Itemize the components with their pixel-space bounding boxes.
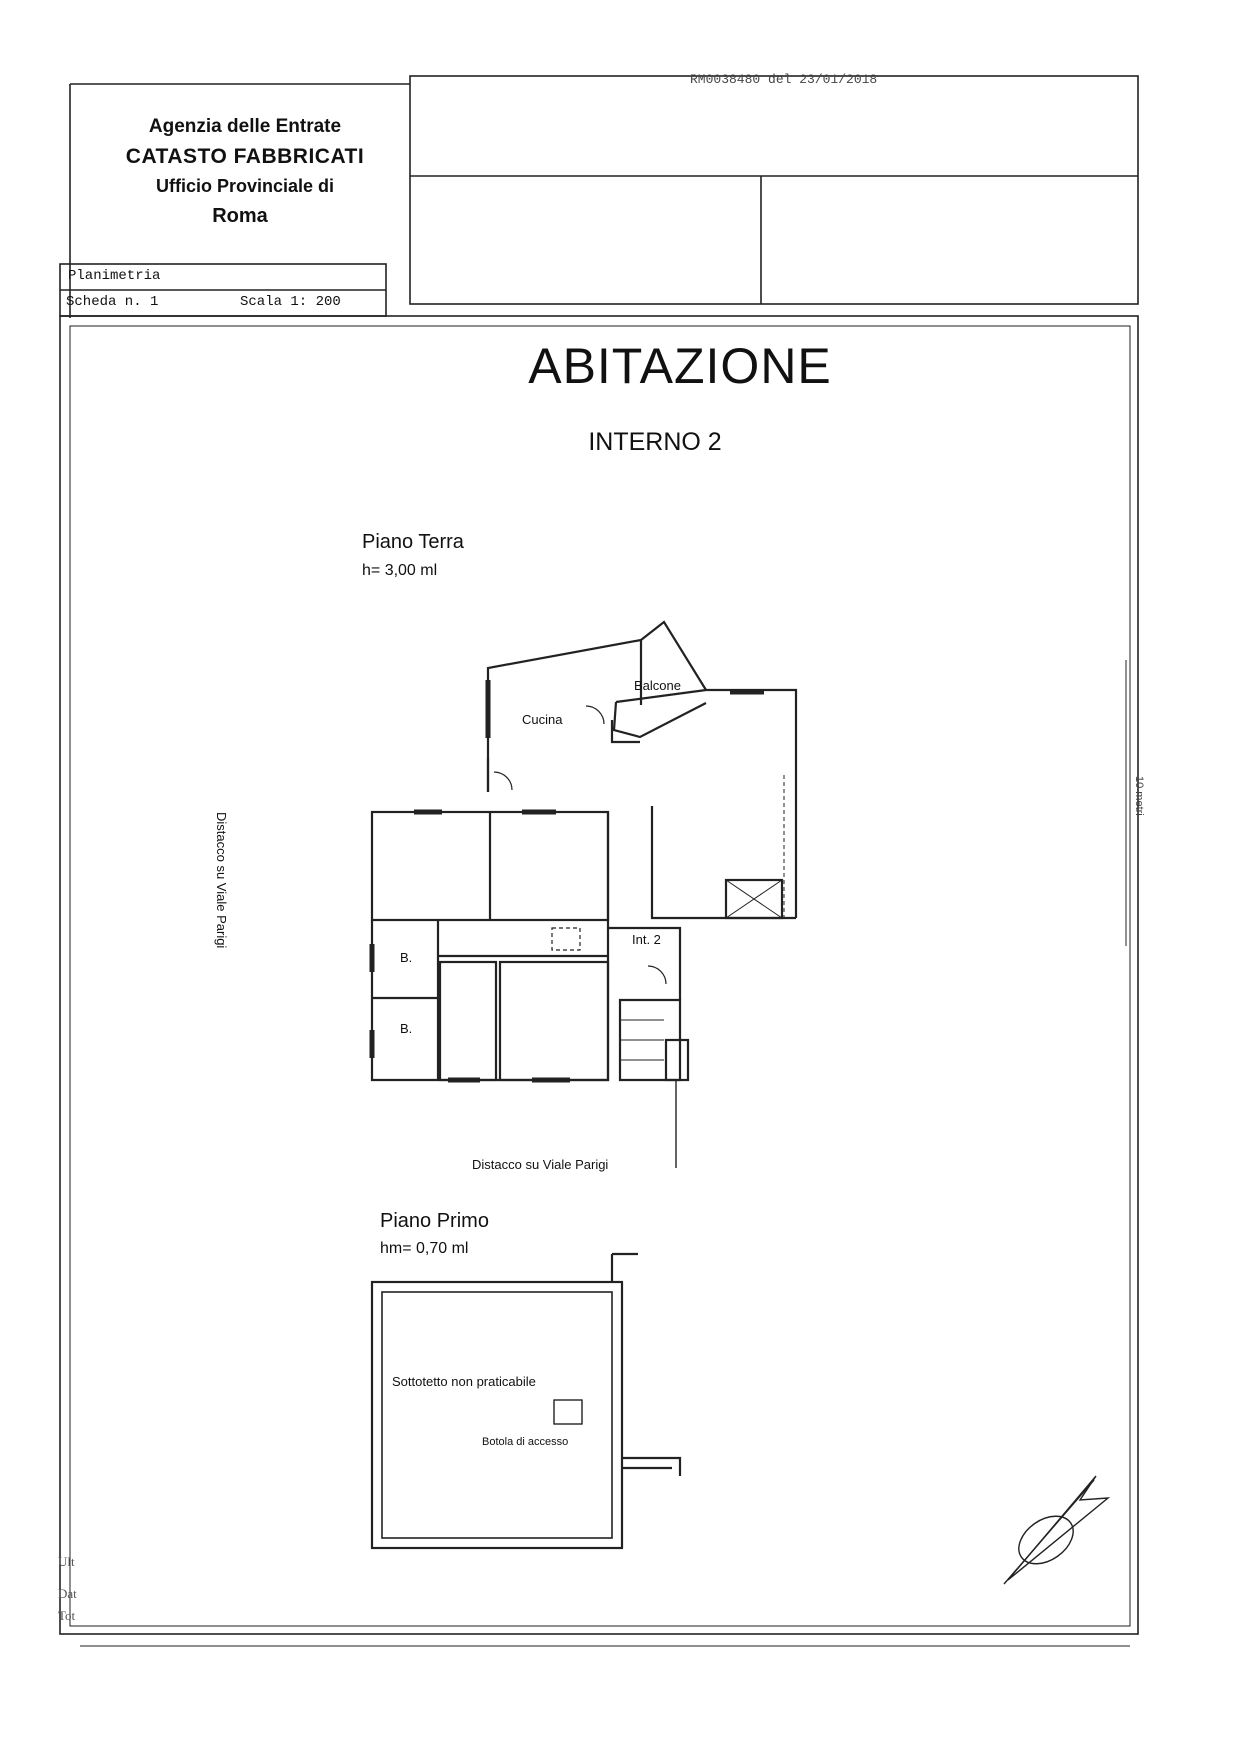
ground-floor-label: Piano Terra bbox=[362, 531, 464, 553]
unit-label: INTERNO 2 bbox=[588, 428, 722, 456]
first-floor-height: hm= 0,70 ml bbox=[380, 1240, 469, 1257]
room-bath-2: B. bbox=[400, 1021, 413, 1036]
scale-bar-label: 10 metri bbox=[1133, 776, 1145, 816]
room-entrance: Int. 2 bbox=[632, 932, 661, 947]
north-arrow-icon bbox=[1004, 1476, 1108, 1584]
ground-floor-plan bbox=[372, 622, 796, 1168]
room-balcony: Balcone bbox=[634, 678, 681, 693]
registry-box bbox=[410, 76, 1138, 304]
room-bath-1: B. bbox=[400, 950, 413, 965]
city-name: Roma bbox=[212, 205, 268, 227]
first-floor-plan bbox=[372, 1254, 680, 1548]
sheet-frame bbox=[60, 316, 1138, 1634]
office-name: Ufficio Provinciale di bbox=[155, 176, 335, 196]
margin-note-1: Ult bbox=[58, 1554, 75, 1569]
distance-bottom-label: Distacco su Viale Parigi bbox=[472, 1157, 609, 1172]
agency-name: Agenzia delle Entrate bbox=[148, 116, 342, 137]
document-code: RM0038480 del 23/01/2018 bbox=[690, 72, 878, 87]
margin-note-3: Tot bbox=[58, 1608, 76, 1623]
distance-left-label: Distacco su Viale Parigi bbox=[214, 812, 229, 949]
ground-floor-height: h= 3,00 ml bbox=[362, 562, 438, 579]
form-type: Planimetria bbox=[68, 268, 161, 284]
plan-title: ABITAZIONE bbox=[528, 338, 832, 394]
scale-label: Scala 1: 200 bbox=[240, 294, 341, 310]
margin-note-2: Dat bbox=[58, 1586, 77, 1601]
department-name: CATASTO FABBRICATI bbox=[125, 145, 365, 168]
sheet-number: Scheda n. 1 bbox=[66, 294, 159, 310]
room-hatch: Botola di accesso bbox=[482, 1436, 569, 1448]
room-attic: Sottotetto non praticabile bbox=[392, 1374, 536, 1389]
room-kitchen: Cucina bbox=[522, 712, 563, 727]
first-floor-label: Piano Primo bbox=[380, 1210, 489, 1232]
